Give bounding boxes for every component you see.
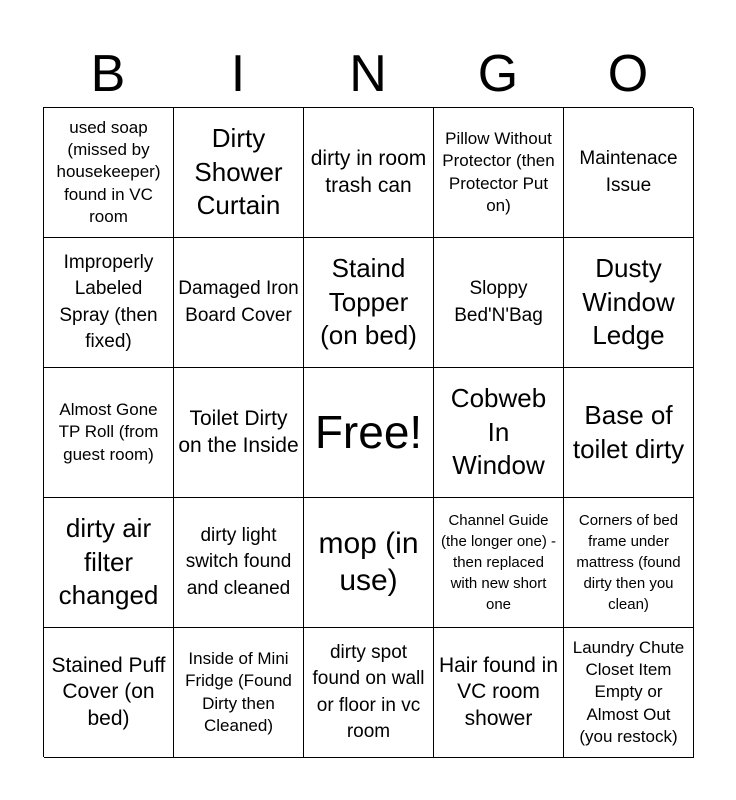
bingo-cell-r2c1[interactable] (44, 238, 174, 368)
bingo-header (43, 40, 693, 108)
cell-text: Maintenace Issue (579, 148, 678, 196)
cell-text: Stained Puff Cover (on bed) (51, 654, 166, 730)
header-letter-i: I (230, 45, 246, 103)
cell-text: Dirty Shower Curtain (194, 122, 283, 221)
bingo-cell-r1c3[interactable] (304, 108, 434, 238)
cell-text: mop (in use) (318, 526, 419, 597)
bingo-cell-r5c4[interactable] (434, 628, 564, 758)
bingo-free-space[interactable] (304, 368, 434, 498)
cell-text: dirty light switch found and cleaned (185, 525, 292, 599)
bingo-board (43, 107, 693, 757)
bingo-cell-r2c5[interactable] (564, 238, 694, 368)
cell-text: Free! (314, 406, 423, 459)
bingo-cell-r5c3[interactable] (304, 628, 434, 758)
bingo-cell-r2c2[interactable] (174, 238, 304, 368)
bingo-cell-r1c5[interactable] (564, 108, 694, 238)
cell-text: used soap (missed by housekeeper) found in VC room (56, 118, 161, 226)
header-letter-b: B (90, 45, 126, 103)
bingo-cell-r3c1[interactable] (44, 368, 174, 498)
cell-text: Laundry Chute Closet Item Empty or Almost Out (you restock) (572, 638, 685, 746)
header-letter-g: G (477, 45, 519, 103)
header-letter-o: O (607, 45, 649, 103)
bingo-cell-r3c5[interactable] (564, 368, 694, 498)
bingo-cell-r5c1[interactable] (44, 628, 174, 758)
bingo-cell-r5c2[interactable] (174, 628, 304, 758)
cell-text: dirty spot found on wall or floor in vc room (312, 642, 425, 742)
cell-text: Inside of Mini Fridge (Found Dirty then Cleaned) (185, 649, 292, 735)
bingo-cell-r2c4[interactable] (434, 238, 564, 368)
bingo-cell-r3c2[interactable] (174, 368, 304, 498)
cell-text: Staind Topper (on bed) (320, 252, 417, 351)
bingo-cell-r3c4[interactable] (434, 368, 564, 498)
cell-text: dirty air filter changed (58, 512, 159, 611)
cell-text: Channel Guide (the longer one) -then replaced with new short one (440, 512, 557, 613)
cell-text: Damaged Iron Board Cover (178, 278, 299, 326)
bingo-cell-r4c2[interactable] (174, 498, 304, 628)
bingo-cell-r5c5[interactable] (564, 628, 694, 758)
cell-text: Corners of bed frame under mattress (found dirty then you clean) (576, 512, 681, 613)
cell-text: Almost Gone TP Roll (from guest room) (58, 400, 159, 464)
bingo-cell-r4c4[interactable] (434, 498, 564, 628)
cell-text: Sloppy Bed'N'Bag (454, 278, 543, 326)
bingo-cell-r2c3[interactable] (304, 238, 434, 368)
cell-text: dirty in room trash can (310, 147, 427, 197)
cell-text: Pillow Without Protector (then Protector Put on) (442, 129, 555, 215)
header-letter-n: N (349, 45, 387, 103)
cell-text: Hair found in VC room shower (438, 654, 559, 730)
cell-text: Cobweb In Window (450, 382, 547, 481)
bingo-cell-r1c2[interactable] (174, 108, 304, 238)
bingo-cell-r4c5[interactable] (564, 498, 694, 628)
cell-text: Base of toilet dirty (572, 399, 685, 464)
bingo-cell-r1c1[interactable] (44, 108, 174, 238)
bingo-cell-r4c3[interactable] (304, 498, 434, 628)
cell-text: Toilet Dirty on the Inside (178, 407, 299, 457)
cell-text: Improperly Labeled Spray (then fixed) (59, 252, 158, 352)
cell-text: Dusty Window Ledge (582, 252, 675, 351)
bingo-cell-r4c1[interactable] (44, 498, 174, 628)
bingo-cell-r1c4[interactable] (434, 108, 564, 238)
